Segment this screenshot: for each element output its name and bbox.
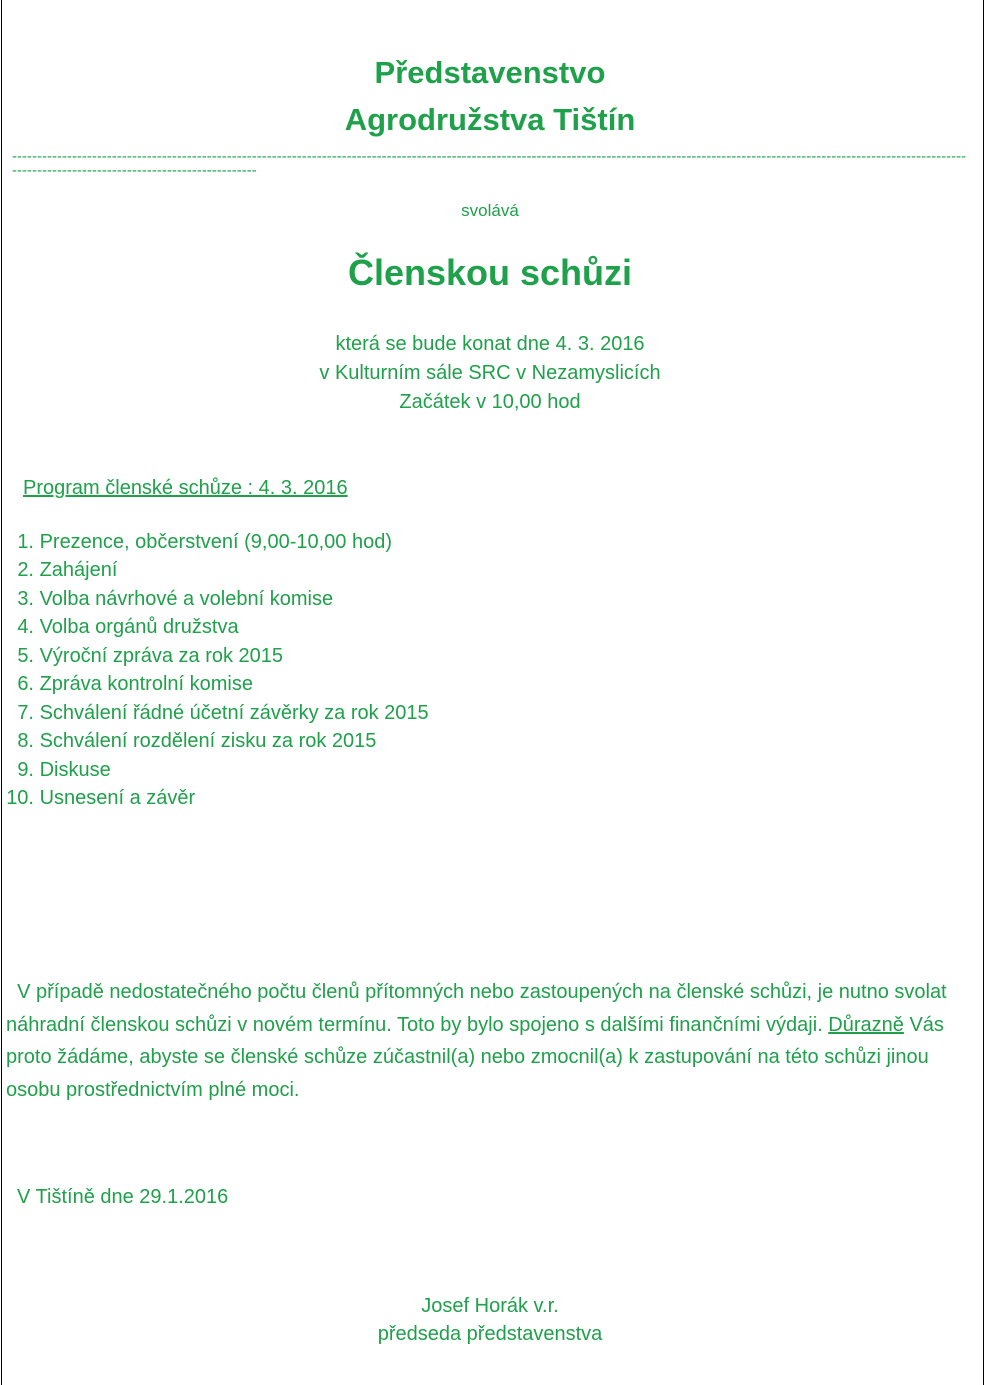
agenda-number: 2. bbox=[17, 559, 34, 581]
agenda-text: Výroční zpráva za rok 2015 bbox=[39, 645, 284, 667]
agenda-number: 9. bbox=[17, 759, 34, 781]
agenda-item bbox=[0, 730, 376, 753]
meeting-start-line: Začátek v 10,00 hod bbox=[399, 391, 581, 413]
agenda-number: 8. bbox=[17, 730, 34, 752]
agenda-text: Schválení rozdělení zisku za rok 2015 bbox=[39, 730, 377, 752]
notice-emphasis: Důrazně bbox=[828, 1013, 904, 1036]
organization-name-line1: Představenstvo bbox=[374, 55, 606, 90]
agenda-number: 5. bbox=[17, 645, 34, 667]
agenda-item bbox=[0, 645, 283, 668]
agenda-text: Zpráva kontrolní komise bbox=[39, 673, 253, 695]
agenda-number: 6. bbox=[17, 673, 34, 695]
agenda-item bbox=[0, 559, 117, 582]
program-heading: Program členské schůze : 4. 3. 2016 bbox=[23, 477, 348, 499]
agenda-item bbox=[0, 673, 253, 696]
agenda-item bbox=[0, 702, 429, 725]
meeting-date-line: která se bude konat dne 4. 3. 2016 bbox=[335, 333, 645, 355]
notice-part1: V případě nedostatečného počtu členů přítomných nebo zastoupených na členské schůzi, je nutno svolat náhradní členskou schůzi v novém termínu. Toto by bylo spojeno s dalšími finančními výdaji. bbox=[6, 981, 947, 1036]
agenda-item bbox=[0, 616, 239, 639]
agenda-text: Zahájení bbox=[39, 559, 118, 581]
agenda-text: Volba návrhové a volební komise bbox=[39, 588, 334, 610]
place-and-date: V Tištíně dne 29.1.2016 bbox=[17, 1186, 229, 1208]
signature-name: Josef Horák v.r. bbox=[421, 1295, 559, 1317]
meeting-place-line: v Kulturním sále SRC v Nezamyslicích bbox=[319, 362, 661, 384]
agenda-item bbox=[0, 531, 392, 554]
agenda-number: 7. bbox=[17, 702, 34, 724]
notice-part2: Vás proto žádáme, abyste se členské schůze zúčastnil(a) nebo zmocnil(a) k zastupování na této schůzi jinou osobu prostřednictvím plné moci. bbox=[6, 1013, 944, 1101]
organization-name-line2: Agrodružstva Tištín bbox=[344, 102, 636, 137]
agenda-text: Diskuse bbox=[39, 759, 111, 781]
agenda-item bbox=[0, 759, 111, 782]
agenda-number: 10. bbox=[6, 787, 34, 809]
signature-role: předseda představenstva bbox=[377, 1323, 603, 1345]
agenda-item bbox=[0, 588, 333, 611]
agenda-text: Schválení řádné účetní závěrky za rok 2015 bbox=[39, 702, 429, 724]
dashed-divider: ------------------------------------------------------------------------------------------------------------------------------------------------------------------------------------------------------------------------------------------------ bbox=[12, 148, 967, 179]
agenda-number: 3. bbox=[17, 588, 34, 610]
meeting-title: Členskou schůzi bbox=[347, 252, 633, 293]
attendance-notice bbox=[6, 976, 966, 1106]
agenda-text: Volba orgánů družstva bbox=[39, 616, 239, 638]
agenda-number: 4. bbox=[17, 616, 34, 638]
agenda-item bbox=[0, 787, 195, 810]
convenes-text: svolává bbox=[461, 201, 519, 220]
agenda-text: Usnesení a závěr bbox=[39, 787, 196, 809]
agenda-number: 1. bbox=[17, 531, 34, 553]
agenda-text: Prezence, občerstvení (9,00-10,00 hod) bbox=[39, 531, 392, 553]
